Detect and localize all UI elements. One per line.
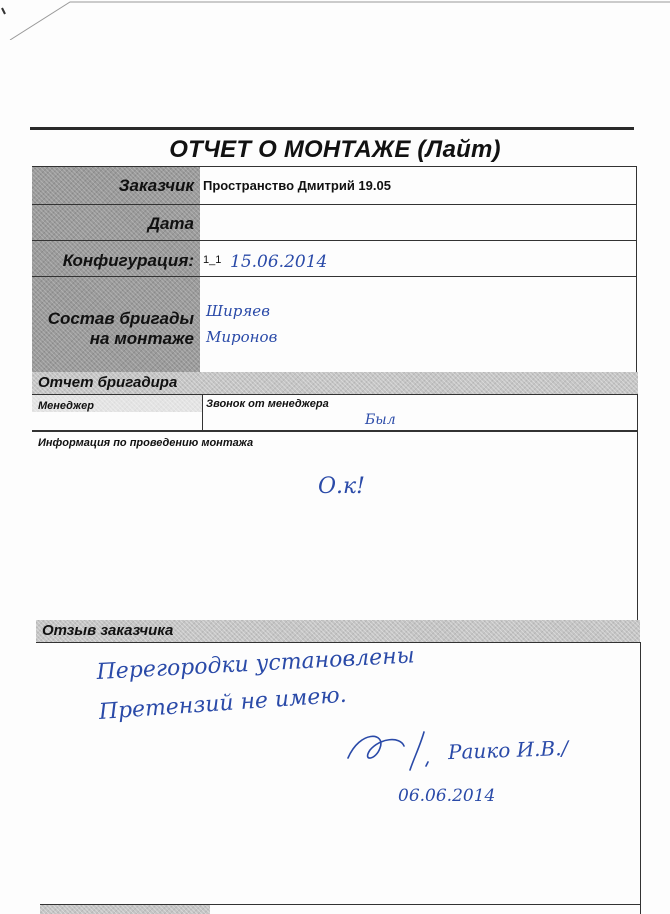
installation-info-label: Информация по проведению монтажа: [38, 437, 254, 449]
row-divider-2: [32, 240, 636, 241]
team-member-2: Миронов: [206, 328, 278, 346]
table-right-border: [636, 166, 637, 372]
manager-call-label: Звонок от менеджера: [206, 398, 329, 410]
signature-name: Раико И.В./: [447, 735, 569, 765]
installation-right-border: [637, 432, 638, 620]
team-label-line1: Состав бригады: [47, 309, 194, 328]
title-rule: [30, 127, 634, 130]
document-title: ОТЧЕТ О МОНТАЖЕ (Лайт): [169, 136, 501, 163]
next-section-header-fragment: [40, 904, 210, 914]
customer-value: Пространство Дмитрий 19.05: [203, 178, 391, 193]
manager-row-bottom-border: [32, 430, 638, 432]
folded-corner: [0, 0, 670, 40]
configuration-handwritten-date: 15.06.2014: [230, 252, 328, 272]
installation-info-value: О.к!: [318, 474, 366, 499]
feedback-header-border: [36, 642, 640, 643]
feedback-date: 06.06.2014: [398, 786, 496, 806]
feedback-line-2: Претензий не имею.: [98, 682, 348, 725]
configuration-label: Конфигурация:: [62, 251, 194, 270]
date-label: Дата: [147, 214, 194, 233]
foreman-report-header: Отчет бригадира: [32, 372, 638, 394]
feedback-line-1: Перегородки установлены: [96, 643, 416, 685]
scan-mark: [2, 8, 5, 14]
next-section-border: [40, 904, 640, 905]
handwritten-signature: [340, 720, 450, 780]
team-member-1: Ширяев: [206, 302, 270, 320]
team-label-line2: на монтаже: [89, 329, 194, 348]
manager-call-value: Был: [365, 412, 396, 428]
manager-label: Менеджер: [38, 400, 94, 412]
feedback-right-border: [640, 642, 641, 914]
manager-row-right-border: [637, 394, 638, 430]
row-divider-1: [32, 204, 636, 205]
table-top-border: [32, 166, 636, 167]
configuration-value: 1_1: [203, 254, 222, 266]
row-divider-3: [32, 276, 636, 277]
manager-column-divider: [202, 394, 203, 430]
customer-feedback-header: Отзыв заказчика: [36, 620, 640, 642]
customer-label: Заказчик: [118, 176, 194, 195]
